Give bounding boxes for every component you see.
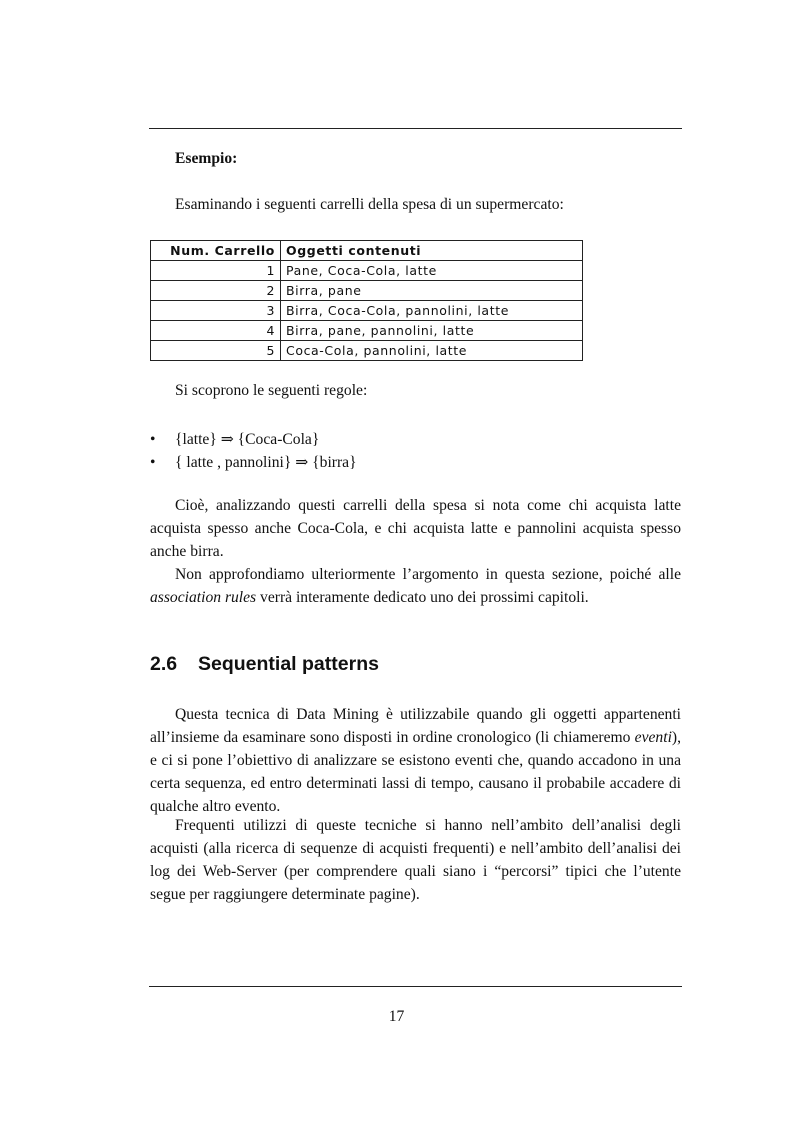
rule-text: {latte} ⇒ {Coca-Cola} bbox=[175, 431, 320, 448]
cart-items: Birra, pane bbox=[281, 281, 583, 301]
cart-items: Birra, pane, pannolini, latte bbox=[281, 321, 583, 341]
rule-text: { latte , pannolini} ⇒ {birra} bbox=[175, 454, 357, 471]
cart-number: 3 bbox=[151, 301, 281, 321]
para3-text-end: ), e ci si pone l’obiettivo di analizzare se esistono eventi che, quando accadono in una certa sequenza, ed entro determinati lassi di tempo, causano il probabile accadere di qualche altro evento. bbox=[150, 729, 681, 815]
cart-items: Birra, Coca-Cola, pannolini, latte bbox=[281, 301, 583, 321]
paragraph-sequential-uses: Frequenti utilizzi di queste tecniche si hanno nell’ambito dell’analisi degli acquisti (alla ricerca di sequenze di acquisti frequenti) e nell’ambito dell’analisi dei log dei Web-Server (per comprendere quali siano i “percorsi” tipici che l’utente segue per raggiungere determinate pagine). bbox=[150, 817, 681, 903]
header-rule bbox=[149, 128, 682, 129]
bullet-icon: • bbox=[150, 454, 156, 471]
table-row bbox=[151, 301, 583, 321]
section-number: 2.6 bbox=[150, 653, 178, 675]
bullet-icon: • bbox=[150, 431, 156, 448]
cart-items: Coca-Cola, pannolini, latte bbox=[281, 341, 583, 361]
section-title: Sequential patterns bbox=[198, 653, 379, 675]
paragraph-sequential-intro bbox=[150, 703, 681, 818]
page-number: 17 bbox=[388, 1008, 405, 1025]
table-row bbox=[151, 321, 583, 341]
example-label: Esempio: bbox=[175, 150, 238, 167]
section-heading bbox=[150, 653, 379, 676]
rules-intro: Si scoprono le seguenti regole: bbox=[175, 382, 368, 399]
cart-items: Pane, Coca-Cola, latte bbox=[281, 261, 583, 281]
paragraph-association-rules bbox=[150, 563, 681, 609]
list-item bbox=[150, 428, 357, 451]
footer-rule bbox=[149, 986, 682, 987]
cart-number: 2 bbox=[151, 281, 281, 301]
cart-number: 5 bbox=[151, 341, 281, 361]
header-num-carrello: Num. Carrello bbox=[151, 241, 281, 261]
para2-text-end: verrà interamente dedicato uno dei prossimi capitoli. bbox=[256, 589, 589, 606]
cart-table bbox=[150, 240, 583, 361]
header-oggetti: Oggetti contenuti bbox=[281, 241, 583, 261]
para3-text-start: Questa tecnica di Data Mining è utilizzabile quando gli oggetti appartenenti all’insieme da esaminare sono disposti in ordine cronologico (li chiameremo bbox=[150, 706, 681, 746]
table-row bbox=[151, 341, 583, 361]
rules-list bbox=[150, 428, 357, 474]
para2-text-start: Non approfondiamo ulteriormente l’argomento in questa sezione, poiché alle bbox=[175, 566, 681, 583]
table-header-row bbox=[151, 241, 583, 261]
list-item bbox=[150, 451, 357, 474]
association-rules-term: association rules bbox=[150, 589, 257, 606]
intro-text: Esaminando i seguenti carrelli della spesa di un supermercato: bbox=[175, 196, 564, 213]
paragraph-analysis: Cioè, analizzando questi carrelli della spesa si nota come chi acquista latte acquista spesso anche Coca-Cola, e chi acquista latte e pannolini acquista spesso anche birra. bbox=[150, 497, 681, 560]
eventi-term: eventi bbox=[634, 729, 672, 746]
table-row bbox=[151, 261, 583, 281]
cart-number: 1 bbox=[151, 261, 281, 281]
table-row bbox=[151, 281, 583, 301]
cart-number: 4 bbox=[151, 321, 281, 341]
